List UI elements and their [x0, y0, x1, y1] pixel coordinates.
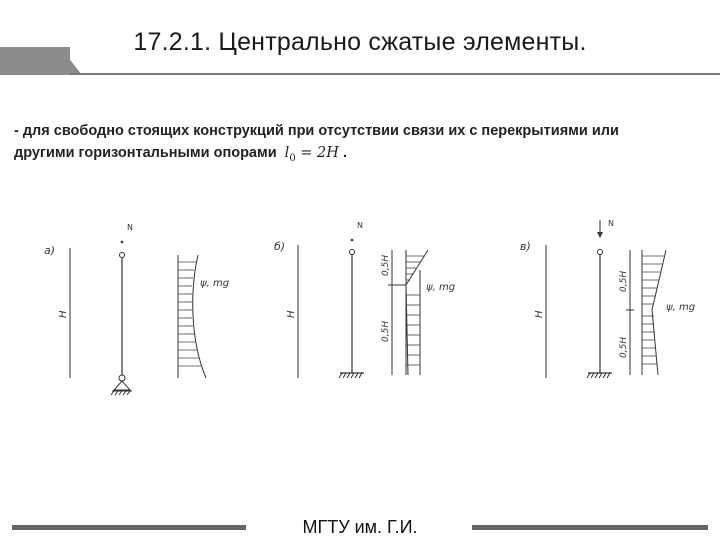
body-text — [14, 120, 714, 170]
panel-c-top-hinge — [598, 250, 603, 255]
panel-c — [520, 219, 695, 378]
footer-text: МГТУ им. Г.И. — [302, 517, 418, 537]
formula — [284, 145, 339, 164]
panel-b-diagram-curve — [406, 250, 428, 375]
panel-a-load-point — [121, 241, 124, 244]
panel-b-label: б) — [274, 240, 286, 253]
panel-a-psi-label: ψ, mg — [200, 278, 230, 289]
body-line-2 — [14, 142, 714, 170]
panel-c-label: в) — [520, 240, 531, 253]
panel-b-load-point — [351, 239, 354, 242]
formula-rest: = 2H — [300, 145, 339, 161]
panel-b-lower-half-label: 0,5H — [381, 320, 391, 342]
body-line-2-suffix: . — [342, 145, 347, 161]
slide-title: 17.2.1. Центрально сжатые элементы. — [133, 28, 587, 56]
panel-c-force-label: N — [608, 219, 614, 228]
panel-a-diagram-curve — [193, 255, 206, 378]
body-line-2-prefix: другими горизонтальными опорами — [14, 145, 277, 161]
panel-b — [274, 221, 455, 378]
panel-b-height-label: H — [286, 310, 297, 318]
panel-c-upper-half-label: 0,5H — [619, 270, 629, 292]
panel-c-lower-half-label: 0,5H — [619, 336, 629, 358]
panel-b-upper-half-label: 0,5H — [381, 254, 391, 276]
panel-b-force-label: N — [357, 221, 363, 230]
panel-a-height-label: H — [58, 310, 69, 318]
panel-a-label: а) — [44, 244, 56, 257]
panel-a-top-hinge — [120, 253, 125, 258]
panel-c-psi-label: ψ, mg — [666, 302, 696, 313]
panel-a-support — [114, 381, 130, 390]
panel-b-top-hinge — [350, 250, 355, 255]
panel-b-psi-label: ψ, mg — [426, 282, 456, 293]
panel-a-bottom-hinge — [119, 375, 125, 381]
column-diagrams — [30, 210, 700, 400]
panel-a — [44, 223, 229, 395]
title-underline — [70, 73, 720, 75]
body-line-1: - для свободно стоящих конструкций при отсутствии связи их с перекрытиями или — [14, 123, 619, 139]
panel-a-force-label: N — [127, 223, 133, 232]
formula-l: l — [284, 145, 290, 161]
formula-sub: 0 — [289, 152, 296, 164]
panel-c-height-label: H — [534, 310, 545, 318]
